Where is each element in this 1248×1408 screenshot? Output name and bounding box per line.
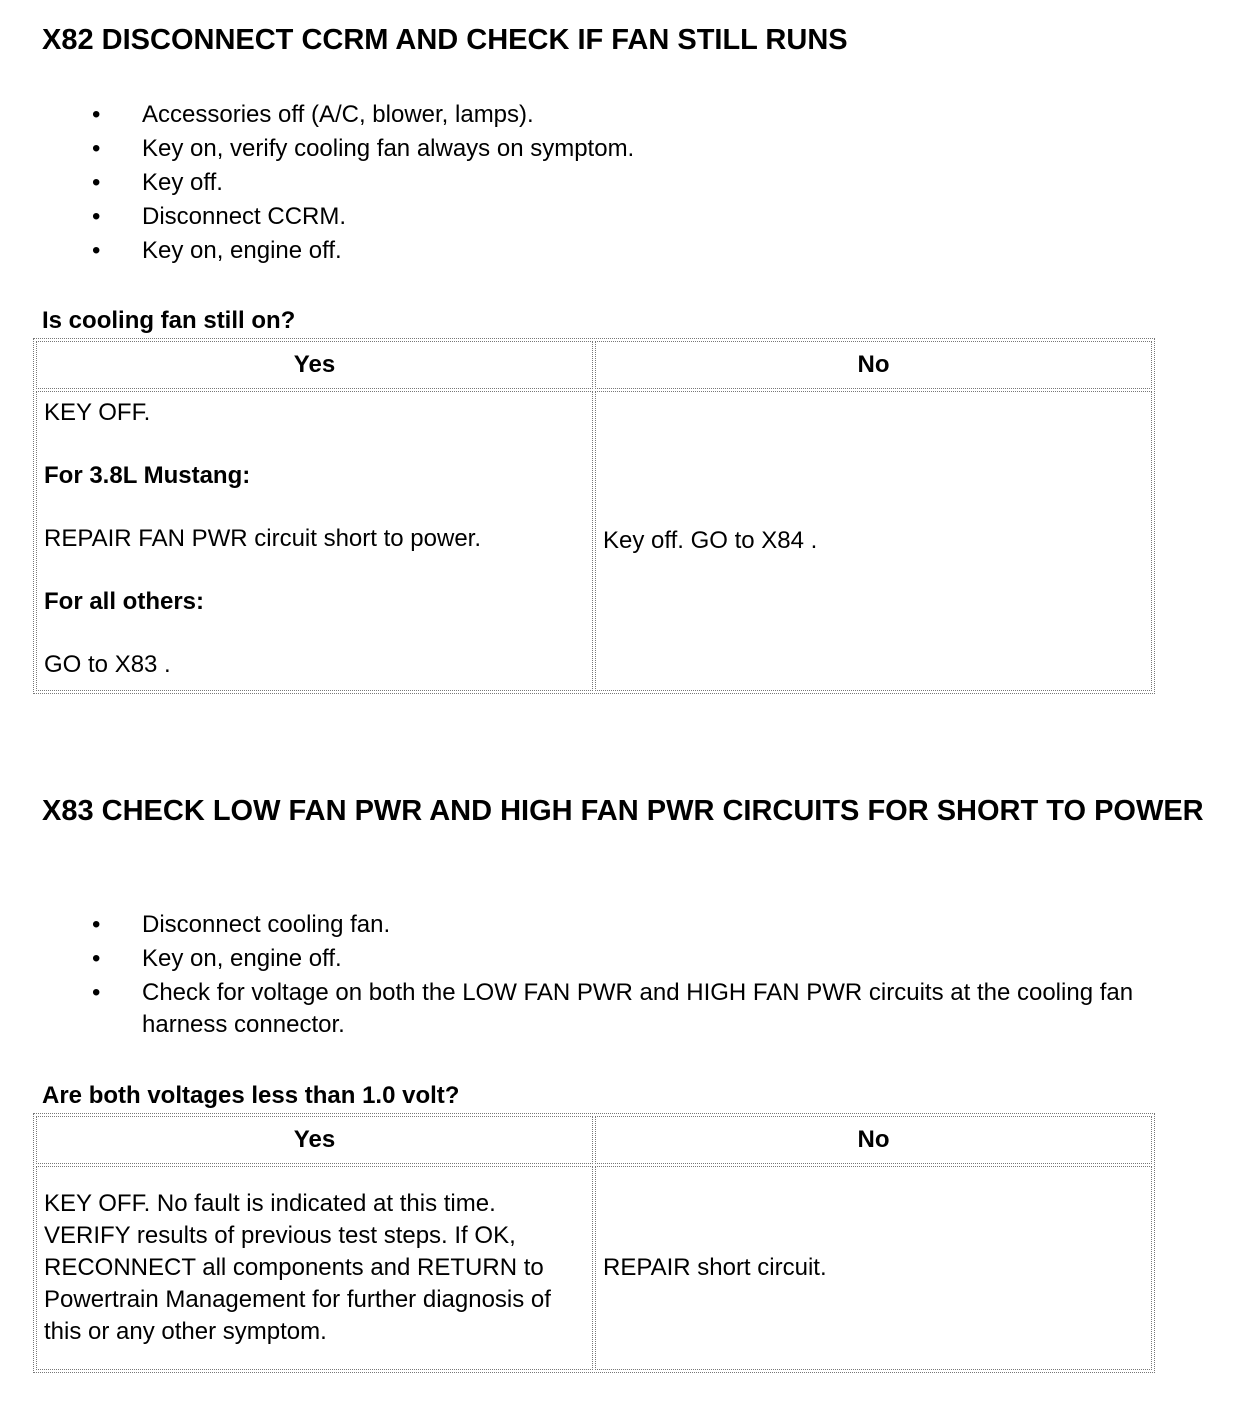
no-cell: REPAIR short circuit. (595, 1166, 1152, 1370)
question-x83: Are both voltages less than 1.0 volt? (42, 1082, 460, 1109)
yes-header: Yes (36, 341, 593, 389)
section-title-x82: X82 DISCONNECT CCRM AND CHECK IF FAN STILL RUNS (42, 24, 848, 56)
list-item (0, 167, 1200, 199)
bullet-icon: • (92, 945, 101, 972)
bullet-icon: • (92, 169, 101, 196)
bullet-icon: • (92, 203, 101, 230)
no-header: No (595, 1116, 1152, 1164)
step-text: Accessories off (A/C, blower, lamps). (142, 101, 534, 128)
no-header: No (595, 341, 1152, 389)
bullet-icon: • (92, 237, 101, 264)
yes-text: GO to X83 . (44, 651, 171, 678)
step-text: Key off. (142, 169, 223, 196)
yes-subheading: For all others: (44, 588, 205, 615)
list-item (0, 909, 1200, 941)
steps-list-x83 (0, 909, 1200, 1043)
step-text: Disconnect CCRM. (142, 203, 347, 230)
list-item (0, 943, 1200, 975)
section-title-x83: X83 CHECK LOW FAN PWR AND HIGH FAN PWR CIRCUITS FOR SHORT TO POWER (42, 795, 1204, 827)
list-item (0, 133, 1200, 165)
step-text: Key on, engine off. (142, 237, 342, 264)
yes-subheading: For 3.8L Mustang: (44, 462, 251, 489)
step-text: Check for voltage on both the LOW FAN PWR and HIGH FAN PWR circuits at the cooling fan harness connector. (142, 979, 1134, 1038)
step-text: Disconnect cooling fan. (142, 911, 391, 938)
yes-header: Yes (36, 1116, 593, 1164)
step-text: Key on, engine off. (142, 945, 342, 972)
list-item (0, 201, 1200, 233)
list-item (0, 977, 1200, 1041)
no-cell: Key off. GO to X84 . (595, 391, 1152, 691)
list-item (0, 235, 1200, 267)
question-x82: Is cooling fan still on? (42, 307, 296, 334)
result-table-x82 (33, 338, 1155, 694)
yes-text: REPAIR FAN PWR circuit short to power. (44, 525, 482, 552)
step-text: Key on, verify cooling fan always on symptom. (142, 135, 635, 162)
bullet-icon: • (92, 101, 101, 128)
bullet-icon: • (92, 135, 101, 162)
yes-cell: KEY OFF. No fault is indicated at this time. VERIFY results of previous test steps. If OK, RECONNECT all components and RETURN to Powertrain Management for further diagnosis of this or any other symptom. (36, 1166, 593, 1370)
list-item (0, 99, 1200, 131)
bullet-icon: • (92, 979, 101, 1006)
steps-list-x82 (0, 99, 1200, 269)
result-table-x83 (33, 1113, 1155, 1373)
yes-cell (36, 391, 593, 691)
yes-text: KEY OFF. (44, 399, 151, 426)
bullet-icon: • (92, 911, 101, 938)
